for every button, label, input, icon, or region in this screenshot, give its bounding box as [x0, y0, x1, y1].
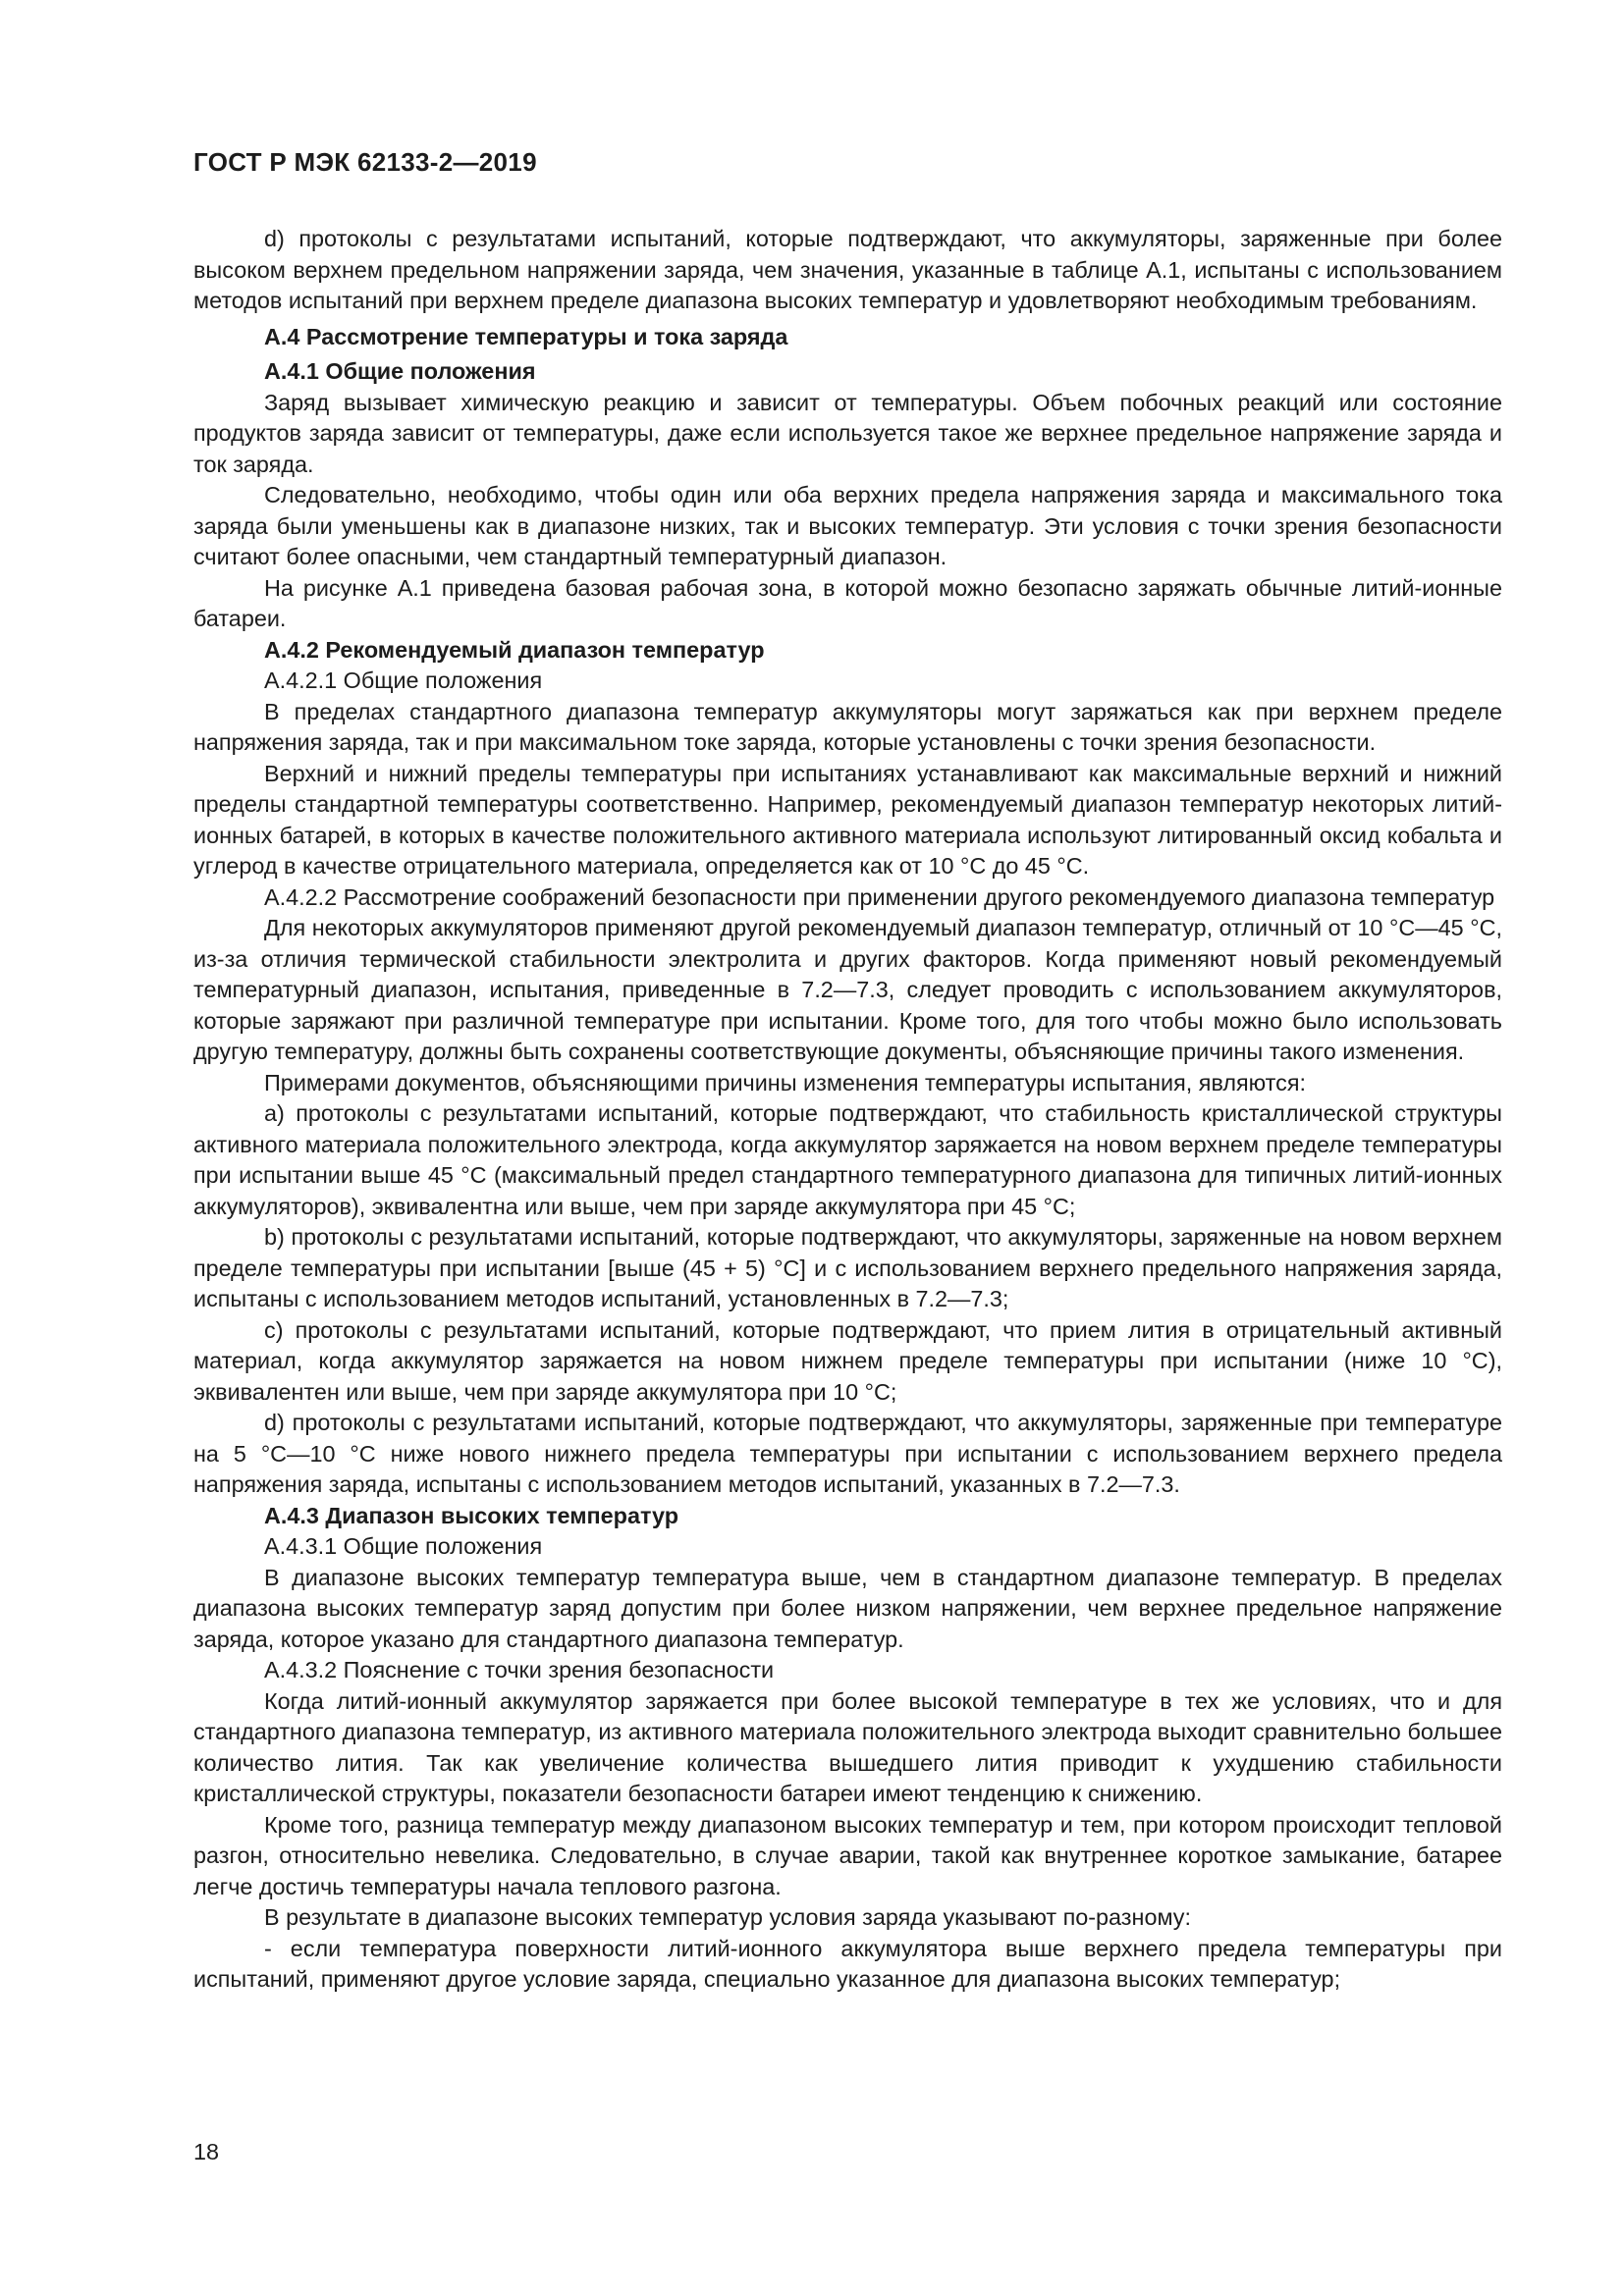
paragraph: Заряд вызывает химическую реакцию и зависит от температуры. Объем побочных реакций или состояние продуктов заряда зависит от температуры, даже если используется такое же верхнее предельное напряжение заряда и ток заряда. — [193, 389, 1502, 477]
list-item: d) протоколы с результатами испытаний, которые подтверждают, что аккумуляторы, заряженные при температуре на 5 °С—10 °С ниже нового нижнего предела температуры при испытании с использованием верхнего предела напряжения заряда, испытаны с использованием методов испытаний, указанных в 7.2—7.3. — [193, 1410, 1502, 1497]
paragraph: В результате в диапазоне высоких температур условия заряда указывают по-разному: — [264, 1904, 1191, 1930]
list-item: с) протоколы с результатами испытаний, которые подтверждают, что прием лития в отрицательный активный материал, когда аккумулятор заряжается на новом нижнем пределе температуры при испытании (ниже 10 °С), эквивалентен или выше, чем при заряде аккумулятора при 10 °С; — [193, 1316, 1502, 1405]
subsection-heading: А.4.1 Общие положения — [264, 358, 536, 384]
subsection-heading: А.4.2 Рекомендуемый диапазон температур — [264, 636, 765, 663]
paragraph: Когда литий-ионный аккумулятор заряжается при более высокой температуре в тех же условиях, что и для стандартного диапазона температур, из активного материала положительного электрода выходит сравнительно большее количество лития. Так как увеличение количества вышедшего лития приводит к ухудшению стабильности кристаллической структуры, показатели безопасности батареи имеют тенденцию к снижению. — [193, 1687, 1502, 1806]
paragraph: Кроме того, разница температур между диапазоном высоких температур и тем, при котором происходит тепловой разгон, относительно невелика. Следовательно, в случае аварии, такой как внутреннее короткое замыкание, батарее легче достичь температуры начала теплового разгона. — [193, 1811, 1502, 1899]
paragraph: Примерами документов, объясняющими причины изменения температуры испытания, являются: — [264, 1069, 1306, 1095]
paragraph: d) протоколы с результатами испытаний, которые подтверждают, что аккумуляторы, заряженные при более высоком верхнем предельном напряжении заряда, чем значения, указанные в таблице А.1, испытаны с использованием методов испытаний при верхнем пределе диапазона высоких температур и удовлетворяют необходимым требованиям. — [193, 226, 1502, 313]
paragraph: В диапазоне высоких температур температура выше, чем в стандартном диапазоне температур. В пределах диапазона высоких температур заряд допустим при более низком напряжении, чем верхнее предельное напряжение заряда, которое указано для стандартного диапазона температур. — [193, 1564, 1502, 1652]
list-item: b) протоколы с результатами испытаний, которые подтверждают, что аккумуляторы, заряженные на новом верхнем пределе температуры при испытании [выше (45 + 5) °С] и с использованием верхнего предельного напряжения заряда, испытаны с использованием методов испытаний, установленных в 7.2—7.3; — [193, 1224, 1502, 1311]
paragraph: В пределах стандартного диапазона температур аккумуляторы могут заряжаться как при верхнем пределе напряжения заряда, так и при максимальном токе заряда, которые установлены с точки зрения безопасности. — [193, 698, 1502, 755]
paragraph: Верхний и нижний пределы температуры при испытаниях устанавливают как максимальные верхний и нижний пределы стандартной температуры соответственно. Например, рекомендуемый диапазон температур некоторых литий-ионных батарей, в которых в качестве положительного активного материала используют литированный оксид кобальта и углерод в качестве отрицательного материала, определяется как от 10 °С до 45 °С. — [193, 760, 1502, 879]
page-header: ГОСТ Р МЭК 62133-2—2019 — [193, 147, 537, 177]
list-item: - если температура поверхности литий-ионного аккумулятора выше верхнего предела температуры при испытаний, применяют другое условие заряда, специально указанное для диапазона высоких температур; — [193, 1935, 1502, 1992]
clause-heading: А.4.2.2 Рассмотрение соображений безопасности при применении другого рекомендуемого диапазона температур — [264, 883, 1495, 910]
list-item: а) протоколы с результатами испытаний, которые подтверждают, что стабильность кристаллической структуры активного материала положительного электрода, когда аккумулятор заряжается на новом верхнем пределе температуры при испытании выше 45 °С (максимальный предел стандартного температурного диапазона для типичных литий-ионных аккумуляторов), эквивалентна или выше, чем при заряде аккумулятора при 45 °С; — [193, 1100, 1502, 1219]
subsection-heading: А.4.3 Диапазон высоких температур — [264, 1502, 679, 1528]
document-body — [193, 224, 1502, 1996]
clause-heading: А.4.3.1 Общие положения — [264, 1533, 543, 1559]
page-number: 18 — [193, 2139, 220, 2164]
section-heading: А.4 Рассмотрение температуры и тока заряда — [264, 323, 788, 349]
clause-heading: А.4.2.1 Общие положения — [264, 667, 543, 693]
paragraph: Для некоторых аккумуляторов применяют другой рекомендуемый диапазон температур, отличный от 10 °С—45 °С, из-за отличия термической стабильности электролита и других факторов. Когда применяют новый рекомендуемый температурный диапазон, испытания, приведенные в 7.2—7.3, следует проводить с использованием аккумуляторов, которые заряжают при различной температуре при испытании. Кроме того, для того чтобы можно было использовать другую температуру, должны быть сохранены соответствующие документы, объясняющие причины такого изменения. — [193, 915, 1502, 1064]
paragraph: Следовательно, необходимо, чтобы один или оба верхних предела напряжения заряда и максимального тока заряда были уменьшены как в диапазоне низких, так и высоких температур. Эти условия с точки зрения безопасности считают более опасными, чем стандартный температурный диапазон. — [193, 482, 1502, 569]
clause-heading: А.4.3.2 Пояснение с точки зрения безопасности — [264, 1657, 775, 1682]
paragraph: На рисунке А.1 приведена базовая рабочая зона, в которой можно безопасно заряжать обычные литий-ионные батареи. — [193, 574, 1502, 631]
